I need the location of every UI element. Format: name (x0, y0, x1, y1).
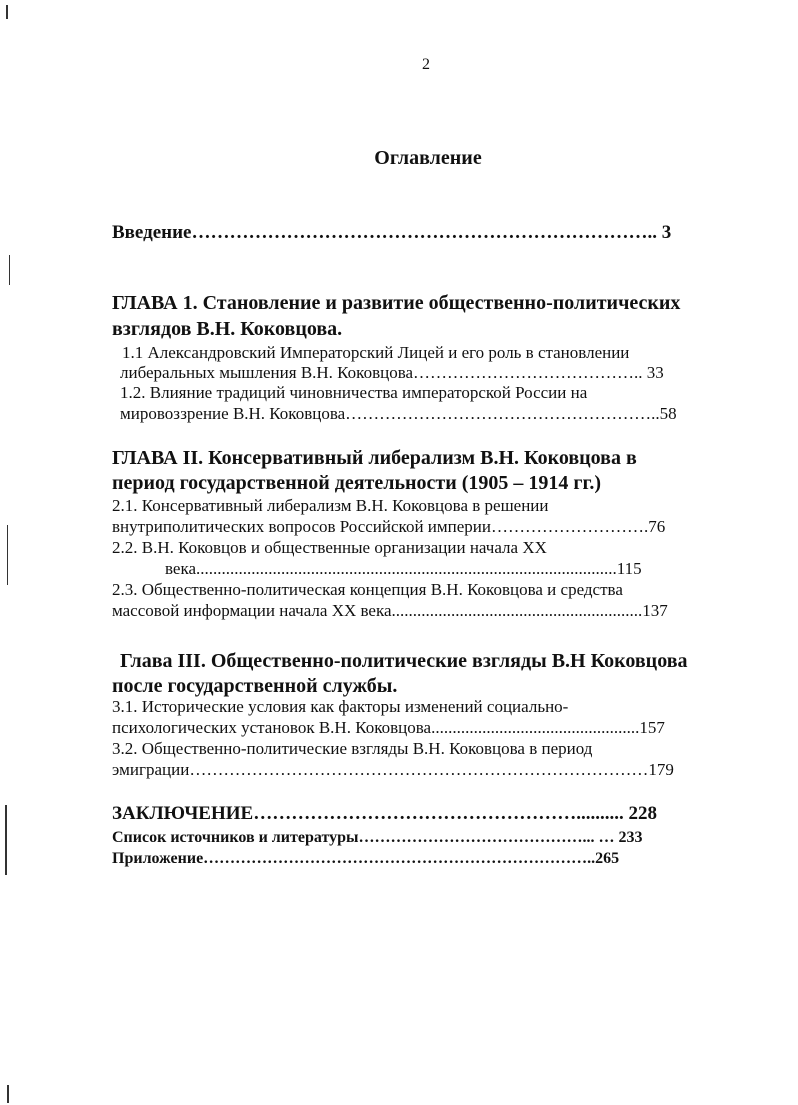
scan-mark (9, 255, 10, 285)
toc-line: психологических установок В.Н. Коковцова.................................................157 (112, 718, 665, 737)
scan-mark (6, 5, 8, 19)
page-title: Оглавление (374, 147, 482, 169)
toc-line: либеральных мышления В.Н. Коковцова………………………………….. 33 (120, 363, 664, 382)
toc-conclusion: ЗАКЛЮЧЕНИЕ…………………………………………….......... 228 (112, 803, 657, 824)
chapter-3-heading-line-2: после государственной службы. (112, 675, 398, 697)
toc-line: массовой информации начала XX века...........................................................137 (112, 601, 668, 620)
toc-line: века...................................................................................................115 (165, 559, 642, 578)
toc-line: 2.2. В.Н. Коковцов и общественные организации начала XX (112, 538, 547, 557)
chapter-2-heading-line-2: период государственной деятельности (1905 – 1914 гг.) (112, 472, 602, 494)
toc-line: 3.1. Исторические условия как факторы изменений социально- (112, 697, 569, 716)
scan-mark (7, 1085, 9, 1103)
toc-sources: Список источников и литературы……………………………………... … 233 (112, 829, 643, 846)
toc-line: внутриполитических вопросов Российской империи……………………….76 (112, 517, 666, 536)
scan-mark (5, 805, 7, 875)
toc-introduction: Введение……………………………………………………………….. 3 (112, 222, 672, 243)
toc-line: мировоззрение В.Н. Коковцова………………………………………………..58 (120, 404, 677, 423)
chapter-3-heading-line-1: Глава III. Общественно-политические взгляды В.Н Коковцова (120, 650, 688, 672)
chapter-2-heading-line-1: ГЛАВА II. Консервативный либерализм В.Н. Коковцова в (112, 447, 637, 469)
chapter-1-heading-line-1: ГЛАВА 1. Становление и развитие общественно-политических (112, 292, 681, 314)
scan-mark (7, 525, 8, 585)
toc-line: 2.1. Консервативный либерализм В.Н. Коковцова в решении (112, 496, 549, 515)
chapter-1-heading-line-2: взглядов В.Н. Коковцова. (112, 318, 343, 340)
page-number: 2 (422, 56, 430, 73)
toc-line: 3.2. Общественно-политические взгляды В.Н. Коковцова в период (112, 739, 593, 758)
toc-line: 1.1 Александровский Императорский Лицей и его роль в становлении (122, 343, 630, 362)
toc-line: 1.2. Влияние традиций чиновничества императорской России на (120, 383, 588, 402)
toc-line: эмиграции………………………………………………………………………179 (112, 760, 674, 779)
toc-appendix: Приложение………………………………………………………………..265 (112, 850, 620, 867)
toc-line: 2.3. Общественно-политическая концепция В.Н. Коковцова и средства (112, 580, 623, 599)
